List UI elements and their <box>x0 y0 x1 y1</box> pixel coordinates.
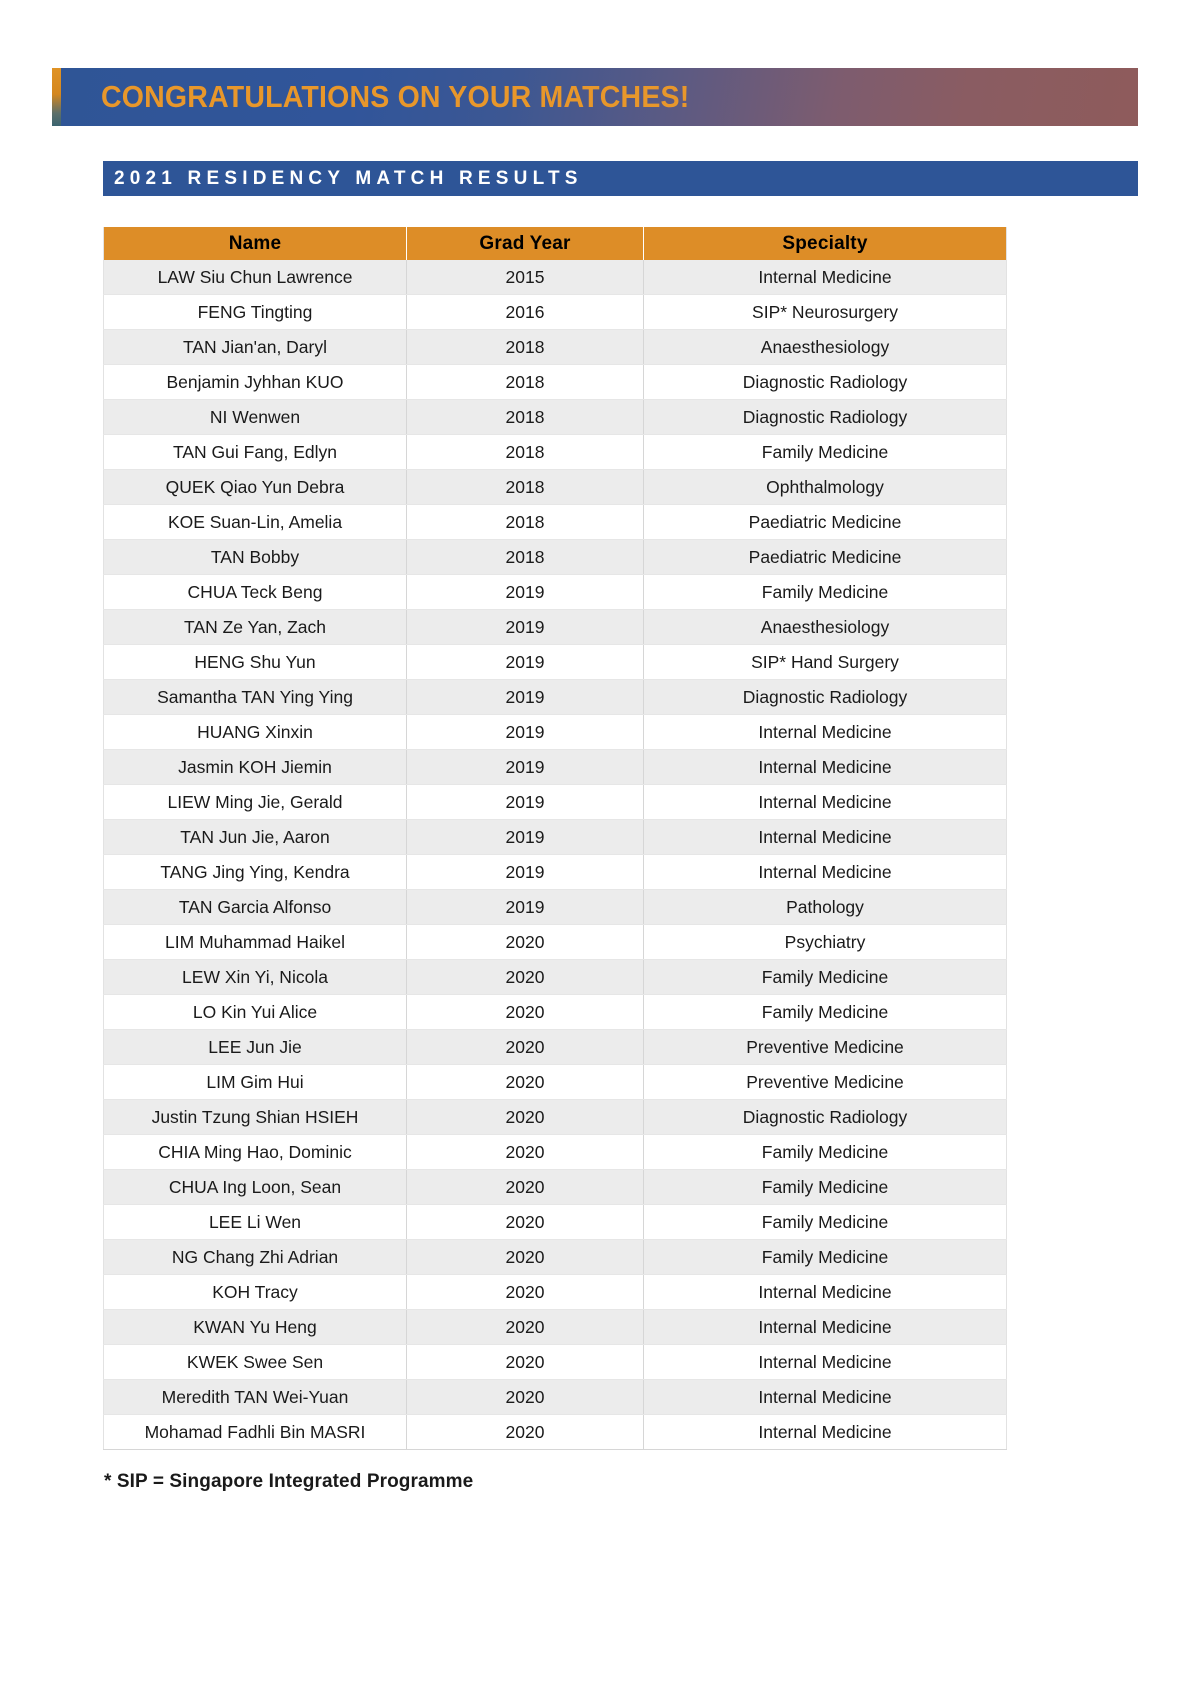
cell-grad-year: 2020 <box>407 925 644 960</box>
cell-specialty: Diagnostic Radiology <box>644 400 1007 435</box>
table-row <box>104 435 1007 470</box>
cell-name: Justin Tzung Shian HSIEH <box>104 1100 407 1135</box>
cell-specialty: Family Medicine <box>644 1240 1007 1275</box>
cell-grad-year: 2020 <box>407 1345 644 1380</box>
cell-grad-year: 2019 <box>407 855 644 890</box>
section-title-bar <box>103 161 1138 196</box>
table-row <box>104 470 1007 505</box>
cell-name: Benjamin Jyhhan KUO <box>104 365 407 400</box>
match-results-table <box>103 227 1007 1450</box>
cell-specialty: Anaesthesiology <box>644 330 1007 365</box>
cell-name: QUEK Qiao Yun Debra <box>104 470 407 505</box>
table-row <box>104 295 1007 330</box>
cell-name: LIM Gim Hui <box>104 1065 407 1100</box>
table-header-row <box>104 227 1007 260</box>
cell-name: NI Wenwen <box>104 400 407 435</box>
cell-grad-year: 2019 <box>407 610 644 645</box>
cell-specialty: Internal Medicine <box>644 750 1007 785</box>
cell-grad-year: 2019 <box>407 890 644 925</box>
section-title-text: 2021 RESIDENCY MATCH RESULTS <box>114 167 583 189</box>
cell-name: LIM Muhammad Haikel <box>104 925 407 960</box>
cell-grad-year: 2018 <box>407 470 644 505</box>
cell-specialty: Anaesthesiology <box>644 610 1007 645</box>
cell-specialty: Paediatric Medicine <box>644 540 1007 575</box>
cell-specialty: Family Medicine <box>644 1135 1007 1170</box>
cell-grad-year: 2015 <box>407 260 644 295</box>
cell-specialty: SIP* Hand Surgery <box>644 645 1007 680</box>
cell-specialty: Family Medicine <box>644 995 1007 1030</box>
cell-specialty: SIP* Neurosurgery <box>644 295 1007 330</box>
cell-name: TAN Garcia Alfonso <box>104 890 407 925</box>
cell-specialty: Diagnostic Radiology <box>644 1100 1007 1135</box>
cell-grad-year: 2018 <box>407 540 644 575</box>
cell-grad-year: 2019 <box>407 785 644 820</box>
cell-grad-year: 2020 <box>407 1100 644 1135</box>
cell-specialty: Internal Medicine <box>644 1380 1007 1415</box>
table-row <box>104 925 1007 960</box>
cell-specialty: Internal Medicine <box>644 1310 1007 1345</box>
cell-grad-year: 2020 <box>407 1240 644 1275</box>
column-header-grad-year: Grad Year <box>407 227 644 260</box>
table-row <box>104 715 1007 750</box>
cell-grad-year: 2020 <box>407 1030 644 1065</box>
cell-specialty: Internal Medicine <box>644 820 1007 855</box>
table-row <box>104 855 1007 890</box>
cell-grad-year: 2020 <box>407 1310 644 1345</box>
footnote-sip-legend: * SIP = Singapore Integrated Programme <box>104 1471 474 1492</box>
table-row <box>104 645 1007 680</box>
cell-name: CHUA Teck Beng <box>104 575 407 610</box>
cell-name: CHIA Ming Hao, Dominic <box>104 1135 407 1170</box>
cell-grad-year: 2020 <box>407 1415 644 1450</box>
cell-name: HUANG Xinxin <box>104 715 407 750</box>
cell-grad-year: 2020 <box>407 1135 644 1170</box>
cell-name: Samantha TAN Ying Ying <box>104 680 407 715</box>
table-row <box>104 505 1007 540</box>
table-row <box>104 1135 1007 1170</box>
cell-name: LEW Xin Yi, Nicola <box>104 960 407 995</box>
cell-grad-year: 2020 <box>407 1065 644 1100</box>
cell-specialty: Diagnostic Radiology <box>644 680 1007 715</box>
cell-specialty: Family Medicine <box>644 575 1007 610</box>
banner-title-text: CONGRATULATIONS ON YOUR MATCHES! <box>101 79 690 114</box>
cell-grad-year: 2019 <box>407 750 644 785</box>
cell-name: LIEW Ming Jie, Gerald <box>104 785 407 820</box>
cell-specialty: Internal Medicine <box>644 715 1007 750</box>
cell-name: NG Chang Zhi Adrian <box>104 1240 407 1275</box>
congratulations-banner <box>52 68 1138 126</box>
table-row <box>104 610 1007 645</box>
cell-grad-year: 2020 <box>407 1275 644 1310</box>
banner-title <box>101 79 741 115</box>
table-row <box>104 1345 1007 1380</box>
table-row <box>104 1170 1007 1205</box>
cell-specialty: Family Medicine <box>644 960 1007 995</box>
cell-name: TAN Jun Jie, Aaron <box>104 820 407 855</box>
table-row <box>104 785 1007 820</box>
cell-specialty: Family Medicine <box>644 1170 1007 1205</box>
table-row <box>104 820 1007 855</box>
table-row <box>104 680 1007 715</box>
cell-grad-year: 2016 <box>407 295 644 330</box>
table-row <box>104 365 1007 400</box>
cell-name: Mohamad Fadhli Bin MASRI <box>104 1415 407 1450</box>
table-row <box>104 575 1007 610</box>
cell-name: KWAN Yu Heng <box>104 1310 407 1345</box>
cell-specialty: Preventive Medicine <box>644 1030 1007 1065</box>
cell-specialty: Diagnostic Radiology <box>644 365 1007 400</box>
cell-name: TAN Gui Fang, Edlyn <box>104 435 407 470</box>
cell-name: KOE Suan-Lin, Amelia <box>104 505 407 540</box>
cell-specialty: Internal Medicine <box>644 1275 1007 1310</box>
cell-name: KOH Tracy <box>104 1275 407 1310</box>
column-header-specialty: Specialty <box>644 227 1007 260</box>
cell-grad-year: 2018 <box>407 400 644 435</box>
table-row <box>104 1415 1007 1450</box>
table-row <box>104 1100 1007 1135</box>
cell-grad-year: 2020 <box>407 1170 644 1205</box>
table-body <box>104 260 1007 1450</box>
cell-specialty: Pathology <box>644 890 1007 925</box>
cell-specialty: Psychiatry <box>644 925 1007 960</box>
table-row <box>104 1030 1007 1065</box>
column-header-name: Name <box>104 227 407 260</box>
table-row <box>104 1380 1007 1415</box>
cell-grad-year: 2018 <box>407 365 644 400</box>
cell-grad-year: 2019 <box>407 680 644 715</box>
cell-grad-year: 2019 <box>407 645 644 680</box>
table-row <box>104 890 1007 925</box>
cell-name: TAN Jian'an, Daryl <box>104 330 407 365</box>
cell-specialty: Internal Medicine <box>644 1345 1007 1380</box>
cell-specialty: Paediatric Medicine <box>644 505 1007 540</box>
cell-specialty: Family Medicine <box>644 1205 1007 1240</box>
table-row <box>104 330 1007 365</box>
cell-name: Jasmin KOH Jiemin <box>104 750 407 785</box>
table-row <box>104 1310 1007 1345</box>
cell-specialty: Preventive Medicine <box>644 1065 1007 1100</box>
cell-specialty: Ophthalmology <box>644 470 1007 505</box>
cell-specialty: Internal Medicine <box>644 785 1007 820</box>
table-row <box>104 995 1007 1030</box>
cell-name: FENG Tingting <box>104 295 407 330</box>
cell-grad-year: 2020 <box>407 1205 644 1240</box>
cell-specialty: Family Medicine <box>644 435 1007 470</box>
cell-specialty: Internal Medicine <box>644 1415 1007 1450</box>
cell-name: LEE Li Wen <box>104 1205 407 1240</box>
table-row <box>104 1065 1007 1100</box>
cell-grad-year: 2020 <box>407 960 644 995</box>
cell-name: TANG Jing Ying, Kendra <box>104 855 407 890</box>
table-header <box>104 227 1007 260</box>
cell-name: HENG Shu Yun <box>104 645 407 680</box>
cell-grad-year: 2020 <box>407 1380 644 1415</box>
table-row <box>104 750 1007 785</box>
cell-name: TAN Ze Yan, Zach <box>104 610 407 645</box>
table-row <box>104 1205 1007 1240</box>
table-row <box>104 540 1007 575</box>
cell-name: LEE Jun Jie <box>104 1030 407 1065</box>
table-row <box>104 400 1007 435</box>
banner-left-accent-stripe <box>52 68 61 126</box>
cell-grad-year: 2019 <box>407 820 644 855</box>
cell-grad-year: 2019 <box>407 575 644 610</box>
cell-grad-year: 2020 <box>407 995 644 1030</box>
table-row <box>104 1275 1007 1310</box>
cell-specialty: Internal Medicine <box>644 855 1007 890</box>
cell-name: TAN Bobby <box>104 540 407 575</box>
cell-grad-year: 2019 <box>407 715 644 750</box>
cell-name: KWEK Swee Sen <box>104 1345 407 1380</box>
cell-grad-year: 2018 <box>407 505 644 540</box>
table-row <box>104 960 1007 995</box>
cell-specialty: Internal Medicine <box>644 260 1007 295</box>
cell-grad-year: 2018 <box>407 435 644 470</box>
cell-grad-year: 2018 <box>407 330 644 365</box>
cell-name: LAW Siu Chun Lawrence <box>104 260 407 295</box>
match-results-table-wrapper <box>103 227 1006 1450</box>
cell-name: Meredith TAN Wei-Yuan <box>104 1380 407 1415</box>
cell-name: LO Kin Yui Alice <box>104 995 407 1030</box>
table-row <box>104 1240 1007 1275</box>
table-row <box>104 260 1007 295</box>
cell-name: CHUA Ing Loon, Sean <box>104 1170 407 1205</box>
